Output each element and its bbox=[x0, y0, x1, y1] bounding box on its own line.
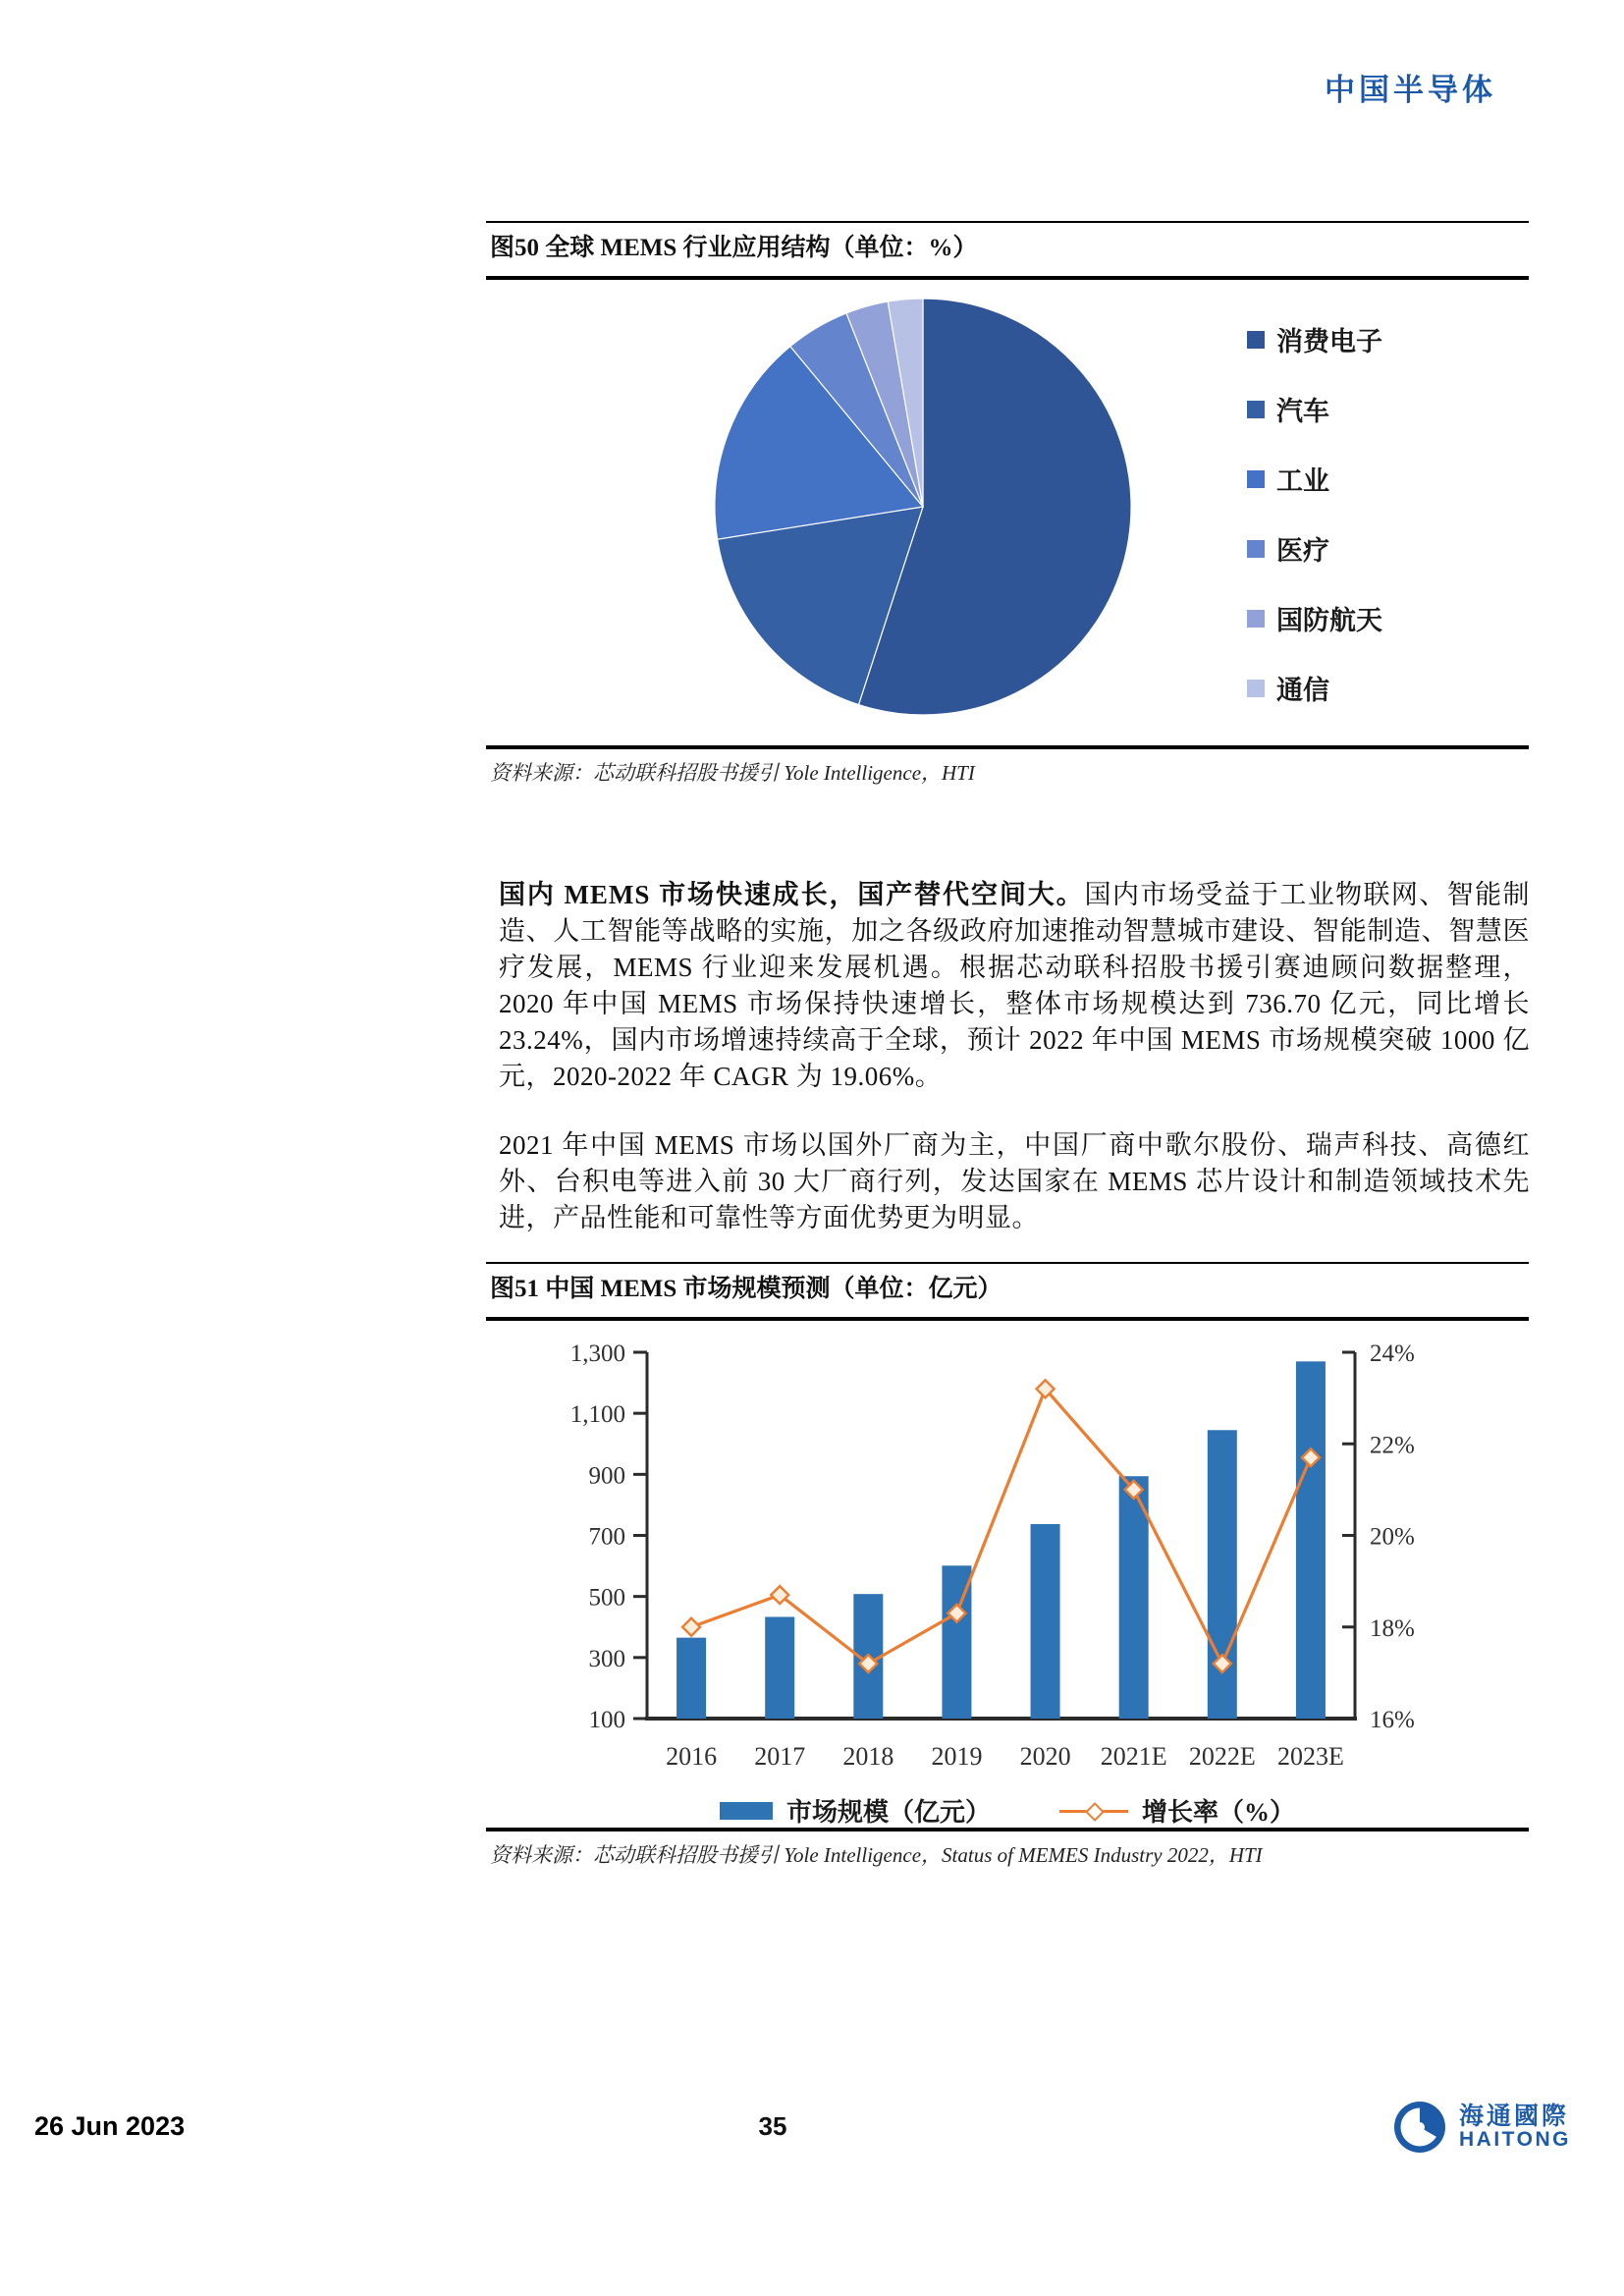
svg-text:700: 700 bbox=[588, 1523, 625, 1551]
svg-text:100: 100 bbox=[588, 1707, 625, 1733]
svg-text:2021E: 2021E bbox=[1100, 1742, 1167, 1771]
chart-legend bbox=[486, 1792, 1529, 1829]
svg-text:22%: 22% bbox=[1370, 1432, 1415, 1459]
svg-text:500: 500 bbox=[588, 1584, 625, 1612]
haitong-logo-icon bbox=[1392, 2100, 1447, 2155]
bar-2016 bbox=[677, 1638, 706, 1719]
line-marker-2016 bbox=[682, 1618, 700, 1636]
chart-legend-label: 市场规模（亿元） bbox=[785, 1798, 991, 1827]
svg-text:24%: 24% bbox=[1370, 1340, 1415, 1367]
legend-swatch-icon bbox=[1247, 401, 1265, 418]
svg-text:2022E: 2022E bbox=[1188, 1742, 1256, 1771]
bar-2017 bbox=[765, 1616, 794, 1719]
figure-50 bbox=[486, 221, 1529, 787]
bar-line-chart bbox=[486, 1321, 1529, 1828]
pie-legend-label: 工业 bbox=[1276, 466, 1329, 496]
pie-legend-label: 医疗 bbox=[1276, 536, 1329, 566]
bar-2020 bbox=[1031, 1524, 1060, 1719]
legend-swatch-icon bbox=[1247, 610, 1265, 628]
figure-50-title: 图50 全球 MEMS 行业应用结构（单位：%） bbox=[486, 221, 1529, 280]
svg-text:16%: 16% bbox=[1370, 1707, 1415, 1733]
chart-legend-item bbox=[1059, 1792, 1295, 1829]
svg-text:2018: 2018 bbox=[842, 1742, 894, 1771]
pie-legend-label: 汽车 bbox=[1276, 397, 1329, 426]
footer-date: 26 Jun 2023 bbox=[34, 2111, 186, 2141]
svg-text:18%: 18% bbox=[1370, 1614, 1415, 1642]
chart-legend-label: 增长率（%） bbox=[1142, 1798, 1296, 1827]
legend-swatch-icon bbox=[1247, 331, 1265, 349]
svg-text:1,100: 1,100 bbox=[569, 1401, 625, 1429]
svg-text:300: 300 bbox=[588, 1645, 625, 1672]
page-header-title: 中国半导体 bbox=[1325, 73, 1496, 107]
legend-swatch-icon bbox=[1247, 540, 1265, 558]
paragraph-1-lead: 国内 MEMS 市场快速成长，国产替代空间大。 bbox=[499, 880, 1085, 909]
pie-chart bbox=[707, 291, 1139, 723]
svg-text:1,300: 1,300 bbox=[569, 1340, 625, 1367]
pie-legend-label: 通信 bbox=[1276, 676, 1329, 705]
legend-swatch-icon bbox=[1247, 680, 1265, 697]
pie-legend bbox=[1247, 304, 1382, 723]
svg-text:20%: 20% bbox=[1370, 1523, 1415, 1551]
haitong-logo-cn: 海通國際 bbox=[1459, 2102, 1570, 2130]
line-legend-glyph-icon bbox=[1059, 1804, 1128, 1818]
pie-legend-label: 消费电子 bbox=[1276, 327, 1382, 356]
pie-legend-item bbox=[1247, 514, 1382, 583]
figure-51 bbox=[486, 1262, 1529, 1869]
svg-text:2023E: 2023E bbox=[1276, 1742, 1344, 1771]
svg-text:900: 900 bbox=[588, 1462, 625, 1490]
paragraph-1 bbox=[499, 877, 1530, 1095]
pie-legend-item bbox=[1247, 583, 1382, 653]
bar-legend-swatch-icon bbox=[720, 1802, 773, 1820]
paragraph-1-rest: 国内市场受益于工业物联网、智能制造、人工智能等战略的实施，加之各级政府加速推动智慧城市建设、智能制造、智慧医疗发展，MEMS 行业迎来发展机遇。根据芯动联科招股书援引赛迪顾问数据整理，2020 年中国 MEMS 市场保持快速增长，整体市场规模达到 736.70 亿元，同比增长 23.24%，国内市场增速持续高于全球，预计 2022 年中国 MEMS 市场规模突破 1000 亿元，2020-2022 年 CAGR 为 19.06%。 bbox=[499, 880, 1531, 1091]
svg-text:2016: 2016 bbox=[666, 1742, 718, 1771]
figure-51-title: 图51 中国 MEMS 市场规模预测（单位：亿元） bbox=[486, 1262, 1529, 1321]
svg-text:2020: 2020 bbox=[1019, 1742, 1071, 1771]
footer-page-number: 35 bbox=[758, 2111, 787, 2141]
bar-2023E bbox=[1296, 1361, 1326, 1719]
haitong-logo bbox=[1392, 2100, 1571, 2155]
svg-text:2017: 2017 bbox=[754, 1742, 806, 1771]
figure-50-body bbox=[486, 280, 1529, 749]
figure-51-source: 资料来源：芯动联科招股书援引 Yole Intelligence，Status of MEMES Industry 2022，HTI bbox=[490, 1843, 1263, 1867]
pie-legend-item bbox=[1247, 444, 1382, 514]
pie-legend-item bbox=[1247, 304, 1382, 374]
figure-50-source: 资料来源：芯动联科招股书援引 Yole Intelligence，HTI bbox=[490, 761, 975, 785]
pie-legend-label: 国防航天 bbox=[1276, 606, 1382, 635]
chart-legend-item bbox=[720, 1792, 991, 1829]
haitong-logo-en: HAITONG bbox=[1459, 2128, 1571, 2152]
legend-swatch-icon bbox=[1247, 470, 1265, 488]
svg-text:2019: 2019 bbox=[931, 1742, 983, 1771]
bar-2022E bbox=[1208, 1430, 1237, 1719]
paragraph-2: 2021 年中国 MEMS 市场以国外厂商为主，中国厂商中歌尔股份、瑞声科技、高德红外、台积电等进入前 30 大厂商行列，发达国家在 MEMS 芯片设计和制造领域技术先进，产品性能和可靠性等方面优势更为明显。 bbox=[499, 1130, 1530, 1232]
pie-legend-item bbox=[1247, 374, 1382, 444]
pie-legend-item bbox=[1247, 653, 1382, 723]
figure-51-body bbox=[486, 1321, 1529, 1831]
